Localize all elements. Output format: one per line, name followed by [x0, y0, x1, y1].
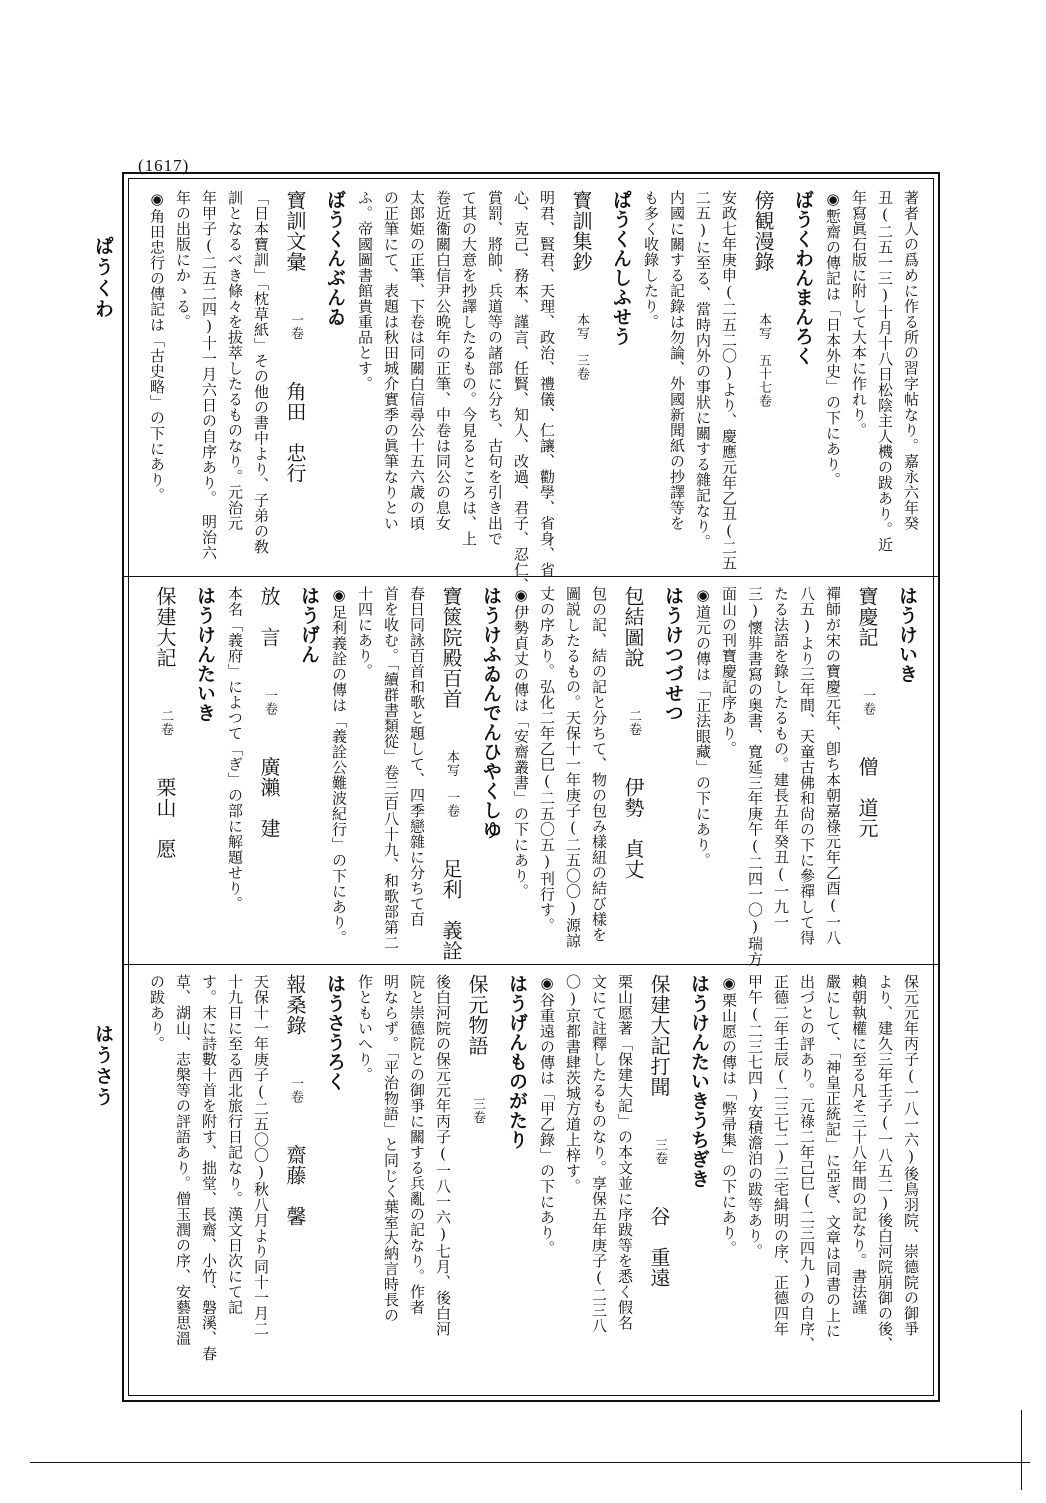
entry-volume: 本写 五十七卷	[756, 313, 771, 408]
entry-title-text: 寶訓文彙	[283, 190, 307, 272]
body-text-line: 本名「義府」によつて「ぎ」の部に解題せり。	[226, 586, 244, 912]
body-text-line: 年の出版にかゝる。	[174, 190, 192, 330]
body-text-line: 八五)より三年間、天童古佛和尙の下に參禪して得	[798, 586, 816, 946]
body-text-line: 内國に關する記錄は勿論、外國新聞紙の抄譯等を	[668, 190, 686, 531]
body-text-line: 文にて註釋したるものなり。享保五年庚子(二三八	[590, 974, 608, 1334]
page-right-rule	[1021, 1410, 1022, 1490]
entry-title-text: 保建大記	[153, 586, 177, 668]
body-text-line: 圖説したるもの。天保十一年庚子(二五〇〇)源諒	[564, 586, 582, 949]
entry-volume: 本写 三卷	[574, 313, 589, 381]
body-text-line: ◉栗山愿の傳は「弊帚集」の下にあり。	[720, 974, 738, 1256]
entry-volume: 一卷	[262, 688, 277, 716]
entry-author: 角田 忠行	[283, 381, 307, 484]
body-text-line: 著者人の爲めに作る所の習字帖なり。嘉永六年癸	[902, 190, 920, 531]
body-text-line: 院と崇德院との御爭に關する兵亂の記なり。作者	[408, 974, 426, 1315]
body-text-line: 明君、賢君、天理、政治、禮儀、仁讓、勸學、省身、省	[538, 190, 556, 578]
entry-author: 足利 義詮	[439, 858, 463, 961]
body-text-line: 首を收む。「續群書類從」卷三百八十九、和歌部第二	[382, 586, 400, 951]
entry-title	[278, 974, 312, 1392]
body-text-line: 後白河院の保元元年丙子(一八一六)七月、後白河	[434, 974, 452, 1337]
body-text-line: も多く收錄したり。	[642, 190, 660, 330]
body-text-line: ◉角田忠行の傳記は「古史略」の下にあり。	[148, 190, 166, 503]
body-text-line: ◉足利義詮の傳は「義詮公難波紀行」の下にあり。	[330, 586, 348, 946]
entry-volume: 三卷	[652, 1138, 667, 1165]
body-text-line: 太郎姫の正筆、下卷は同關白信尋公十五六歳の頃	[408, 190, 426, 531]
body-text-line: ◉慙齋の傳記は「日本外史」の下にあり。	[824, 190, 842, 488]
entry-author: 栗山 愿	[153, 777, 177, 859]
entry-title	[850, 586, 884, 956]
page-bottom-rule	[30, 1462, 1030, 1463]
body-text-line: より、建久三年壬子(一八五二)後白河院崩御の後、	[876, 974, 894, 1352]
body-text-line: ◉谷重遠の傳は「甲乙錄」の下にあり。	[538, 974, 556, 1256]
body-text-line: 安政七年庚申(二五二〇)より、慶應元年乙丑(二五	[720, 190, 738, 571]
entry-title-text: 寶慶記	[855, 586, 879, 648]
section-divider-1	[124, 576, 938, 577]
entry-title-text: 報桑錄	[283, 974, 307, 1036]
entry-reading-heading: ぱうくんしふせう	[610, 190, 632, 346]
entry-volume: 一卷	[288, 313, 303, 340]
body-text-line: 草、湖山、志槃等の評語あり。僧玉潤の序、安藝思溫	[174, 974, 192, 1346]
body-text-line: 保元元年丙子(一八一六)後鳥羽院、崇德院の御爭	[902, 974, 920, 1337]
side-label-top: ぱうくわ	[92, 236, 114, 320]
entry-title-text: 放 言	[257, 586, 281, 648]
entry-volume: 本写 一卷	[444, 750, 459, 818]
entry-title-text: 傍観漫錄	[751, 190, 775, 272]
entry-author: 廣瀨 建	[257, 756, 281, 839]
body-text-line: 十四にあり。	[356, 586, 374, 679]
entry-volume: 三卷	[470, 1097, 485, 1124]
entry-title-text: 寶篋院殿百首	[439, 586, 463, 709]
body-text-line: 二五)に至る、當時内外の事狀に關する雜記なり。	[694, 190, 712, 550]
body-text-line: 「日本寶訓」「枕草紙」その他の書中より、子弟の敎	[252, 190, 270, 555]
entry-title	[642, 974, 676, 1392]
body-text-line: 賞罰、將帥、兵道等の諸部に分ち、古句を引き出で	[486, 190, 504, 547]
entry-title	[252, 586, 286, 956]
section-divider-2	[124, 964, 938, 965]
body-text-line: ふ。帝國圖書館貴重品とす。	[356, 190, 374, 392]
entry-title-text: 寳訓集鈔	[569, 190, 593, 272]
entry-volume: 二卷	[626, 709, 641, 736]
entry-reading-heading: はうげんものがたり	[506, 974, 528, 1150]
entry-title	[460, 974, 494, 1392]
body-text-line: 年甲子(二五二四)十一月六日の自序あり。 明治六	[200, 190, 218, 561]
body-text-line: 面山の刊寶慶記序あり。	[720, 586, 738, 757]
body-text-line: 丈の序あり。弘化二年乙巳(二五〇五)刊行す。	[538, 586, 556, 933]
entry-reading-heading: はうけふゐんでんひやくしゆ	[480, 586, 502, 840]
section-top	[144, 190, 924, 593]
page-frame	[122, 172, 940, 1402]
body-text-line: 三)懷弉書寫の奥書、寬延三年庚午(二四一〇)瑞方	[746, 586, 764, 967]
body-text-line: 訓となるべき條々を拔萃したるものなり。元治元	[226, 190, 244, 531]
entry-title	[148, 586, 182, 956]
body-text-line: 年寫眞石版に附して大本に作れり。	[850, 190, 868, 438]
entry-author: 谷 重遠	[647, 1206, 671, 1288]
entry-title	[564, 190, 598, 568]
body-text-line: 〇)京都書肆茨城方道上梓す。	[564, 974, 582, 1194]
entry-author: 齋藤 馨	[283, 1144, 307, 1227]
entry-reading-heading: はうげん	[298, 586, 320, 664]
entry-reading-heading: ばうくわんまんろく	[792, 190, 814, 366]
body-text-line: 正德二年壬辰(二三七二)三宅緝明の序、正德四年	[772, 974, 790, 1337]
body-text-line: 作ともいへり。	[356, 974, 374, 1083]
body-text-line: 十九日に至る西北旅行日記なり。漢文日次にて記	[226, 974, 244, 1315]
entry-reading-heading: はうけつづせつ	[662, 586, 684, 723]
entry-reading-heading: はうけんたいき	[194, 586, 216, 723]
body-text-line: ◉伊勢貞丈の傳は「安齋叢書」の下にあり。	[512, 586, 530, 899]
body-text-line: たる法語を錄したるもの。建長五年癸丑(一九一	[772, 586, 790, 930]
body-text-line: 栗山愿著「保建大記」の本文並に序跋等を悉く假名	[616, 974, 634, 1331]
page-number: (1617)	[138, 156, 190, 175]
entry-volume: 一卷	[860, 688, 875, 716]
entry-title-text: 包結圖說	[621, 586, 645, 668]
entry-title	[746, 190, 780, 568]
entry-author: 僧 道元	[855, 756, 879, 839]
entry-title	[616, 586, 650, 956]
body-text-line: 卷近衞關白信尹公晩年の正筆、中卷は同公の息女	[434, 190, 452, 531]
entry-title	[278, 190, 312, 568]
section-middle	[144, 586, 924, 967]
section-bottom	[144, 974, 924, 1392]
body-text-line: す。末に詩數十首を附す、拙堂、長齋、小竹、磐溪、春	[200, 974, 218, 1362]
body-text-line: の正筆にて、表題は秋田城介實季の眞筆なりとい	[382, 190, 400, 531]
body-text-line: 禪師が宋の寶慶元年、卽ち本朝嘉祿元年乙酉(一八	[824, 586, 842, 946]
body-text-line: の跋あり。	[148, 974, 166, 1052]
entry-title-text: 保建大記打聞	[647, 974, 671, 1097]
entry-author: 伊勢 貞丈	[621, 777, 645, 880]
body-text-line: 嚴にして、「神皇正統記」に亞ぎ、文章は同書の上に	[824, 974, 842, 1339]
body-text-line: 包の記、結の記と分ちて、物の包み樣紐の結び樣を	[590, 586, 608, 943]
body-text-line: 心、克己、務本、謹言、任賢、知人、改過、君子、忍仁、	[512, 190, 530, 593]
body-text-line: ◉道元の傳は「正法眼藏」の下にあり。	[694, 586, 712, 868]
body-text-line: 春日同詠百首和歌と題して、四季戀雜に分ちて百	[408, 586, 426, 927]
side-label-bottom: はうさう	[92, 1024, 114, 1108]
entry-reading-heading: はうけんたいきうちぎき	[688, 974, 710, 1189]
entry-title-text: 保元物語	[465, 974, 489, 1056]
entry-volume: 一卷	[288, 1076, 303, 1104]
body-text-line: 丑(二五一三)十月十八日松陰主人機の跋あり。近	[876, 190, 894, 553]
body-text-line: て其の大意を抄譯したるもの。今見るところは、上	[460, 190, 478, 547]
entry-volume: 二卷	[158, 709, 173, 736]
body-text-line: 天保十一年庚子(二五〇〇)秋八月より同十一月二	[252, 974, 270, 1337]
entry-reading-heading: ばうくんぶんゐ	[324, 190, 346, 327]
body-text-line: 甲午(二三七四)安積澹泊の跋等あり。	[746, 974, 764, 1259]
entry-reading-heading: はうけいき	[896, 586, 918, 684]
body-text-line: 賴朝執權に至る凡そ三十八年間の記なり。書法謹	[850, 974, 868, 1315]
entry-title	[434, 586, 468, 961]
body-text-line: 出づとの評あり。元祿二年己巳(二三四九)の自序、	[798, 974, 816, 1352]
entry-reading-heading: はうさうろく	[324, 974, 346, 1091]
body-text-line: 明ならず。「平治物語」と同じく葉室大納言時長の	[382, 974, 400, 1323]
